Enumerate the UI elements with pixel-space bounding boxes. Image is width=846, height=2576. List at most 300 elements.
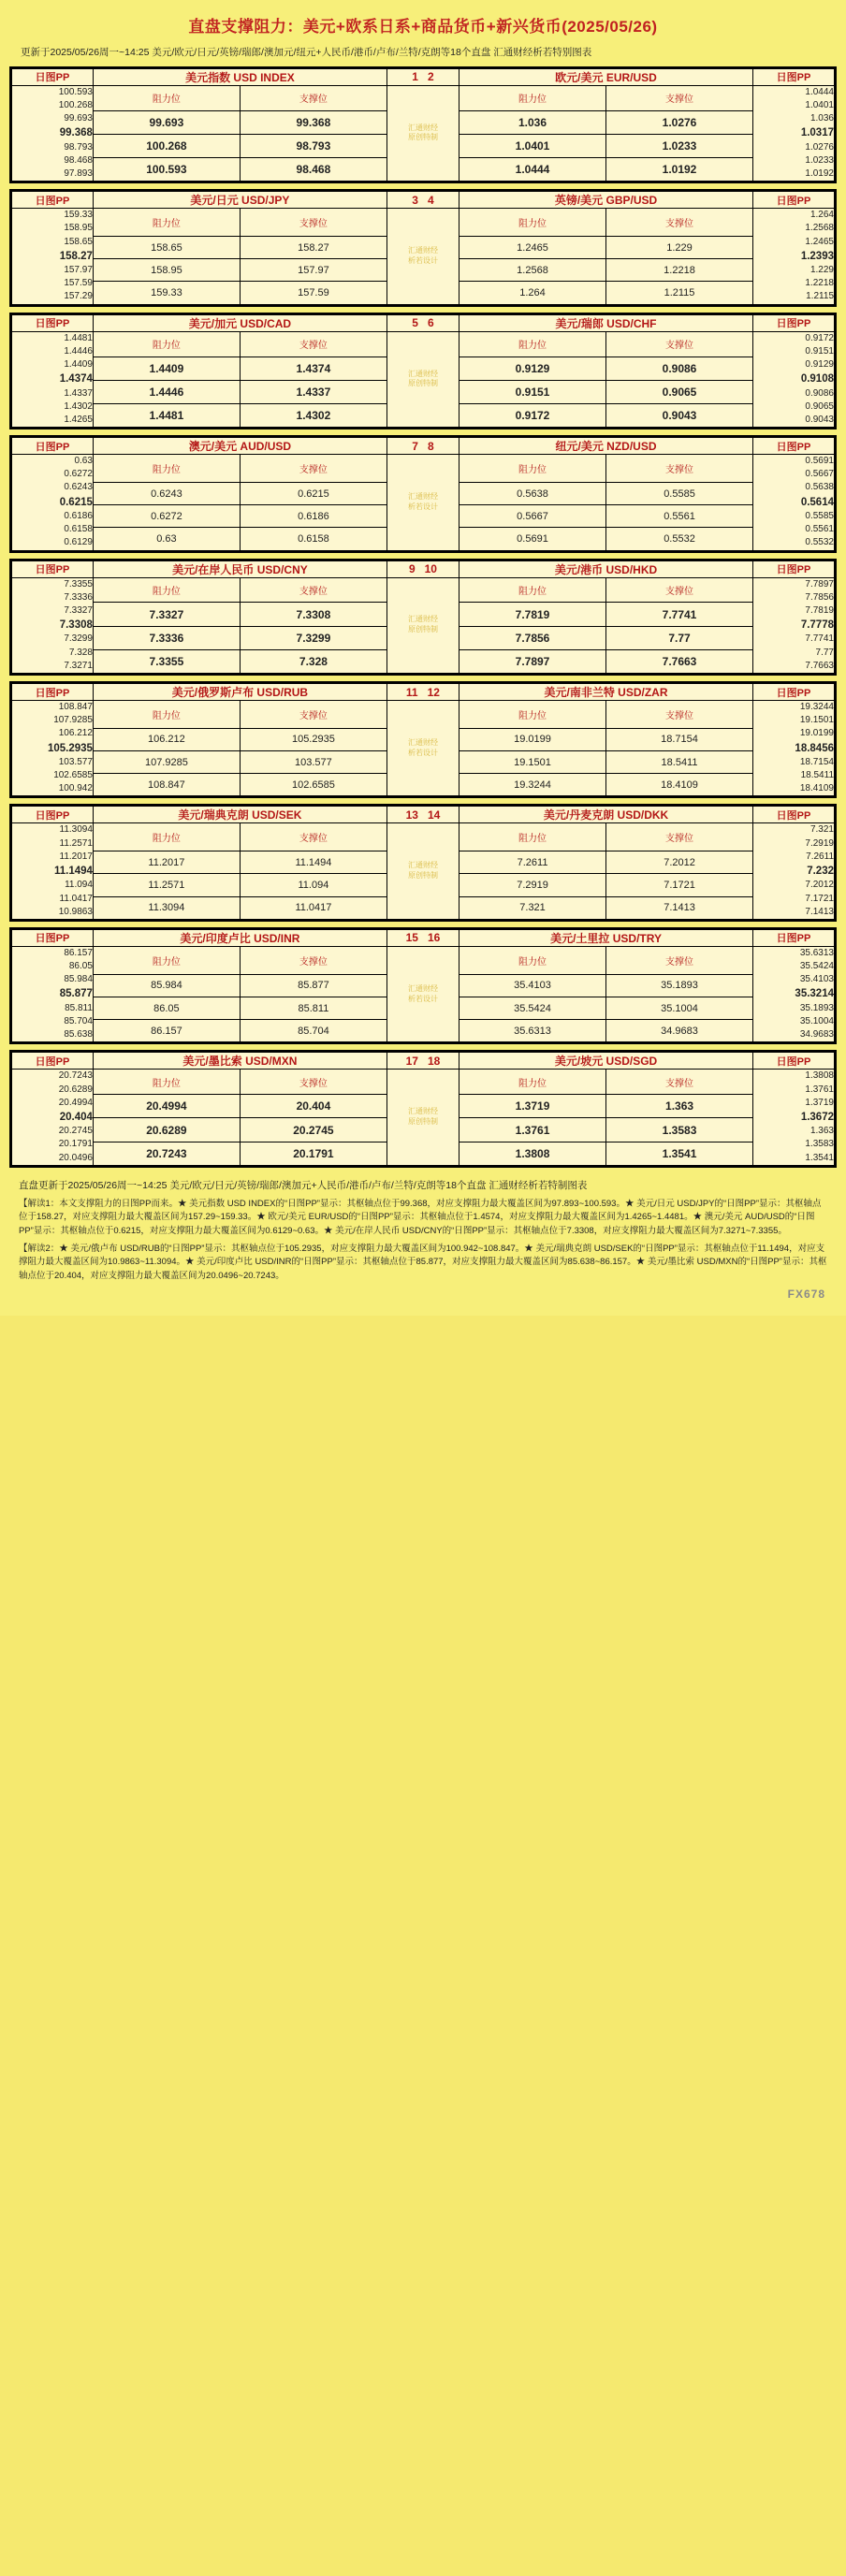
pp-level: 7.328 bbox=[68, 647, 93, 658]
resistance-value: 99.693 bbox=[93, 110, 240, 134]
support-value: 18.7154 bbox=[606, 728, 753, 750]
pp-level: 1.0233 bbox=[805, 154, 834, 166]
support-value: 1.0276 bbox=[606, 110, 753, 134]
pp-level: 7.7663 bbox=[805, 660, 834, 671]
pp-level: 1.3719 bbox=[805, 1097, 834, 1108]
levels-list-right bbox=[753, 455, 835, 550]
resistance-value: 0.9129 bbox=[459, 357, 606, 380]
support-value: 1.2115 bbox=[606, 282, 753, 304]
pp-level: 158.27 bbox=[59, 250, 93, 262]
pp-header-right: 日图PP bbox=[753, 438, 835, 455]
block-index: 9 10 bbox=[387, 560, 459, 577]
pp-level: 1.363 bbox=[810, 1126, 834, 1137]
block-index: 13 14 bbox=[387, 807, 459, 823]
mid-watermark: 汇通财经 原创特制 bbox=[387, 331, 459, 427]
pp-level: 1.4302 bbox=[64, 400, 93, 412]
pp-level: 7.77 bbox=[815, 647, 834, 658]
resistance-value: 20.4994 bbox=[93, 1095, 240, 1118]
resistance-value: 11.2571 bbox=[93, 874, 240, 896]
support-value: 85.877 bbox=[240, 974, 387, 997]
pp-level: 1.4481 bbox=[64, 332, 93, 343]
pp-level: 11.3094 bbox=[59, 824, 93, 836]
pair-title-left: 美元/在岸人民币 USD/CNY bbox=[93, 560, 387, 577]
pp-level: 0.5638 bbox=[805, 482, 834, 493]
pp-level: 1.036 bbox=[810, 113, 834, 124]
resistance-header-left: 阻力位 bbox=[93, 823, 240, 851]
pp-level: 1.2393 bbox=[800, 250, 834, 262]
pp-level: 0.9151 bbox=[805, 345, 834, 357]
resistance-value: 7.7897 bbox=[459, 649, 606, 673]
support-value: 1.0192 bbox=[606, 157, 753, 181]
pp-header-left: 日图PP bbox=[12, 929, 94, 946]
support-header-left: 支撑位 bbox=[240, 455, 387, 483]
pair-block bbox=[9, 66, 837, 183]
footer-line: 直盘更新于2025/05/26周一~14:25 美元/欧元/日元/英镑/瑞郎/澳加元+人民币/港币/卢布/兰特/克朗等18个直盘 汇通财经析若特制图表 bbox=[19, 1179, 588, 1191]
pp-level: 20.0496 bbox=[58, 1152, 93, 1163]
resistance-value: 0.5691 bbox=[459, 528, 606, 550]
pp-level: 85.984 bbox=[64, 974, 93, 985]
levels-list-right bbox=[753, 331, 835, 427]
resistance-header-left: 阻力位 bbox=[93, 701, 240, 729]
pp-level: 11.0417 bbox=[59, 893, 93, 904]
pp-level: 100.268 bbox=[58, 99, 93, 110]
resistance-header-right: 阻力位 bbox=[459, 701, 606, 729]
pp-level: 100.942 bbox=[58, 783, 93, 794]
support-header-left: 支撑位 bbox=[240, 577, 387, 603]
resistance-value: 158.65 bbox=[93, 237, 240, 259]
resistance-header-left: 阻力位 bbox=[93, 455, 240, 483]
pp-level: 159.33 bbox=[64, 210, 93, 221]
pp-header-left: 日图PP bbox=[12, 1053, 94, 1070]
pp-level: 7.7897 bbox=[805, 578, 834, 589]
support-value: 0.9086 bbox=[606, 357, 753, 380]
resistance-value: 1.4409 bbox=[93, 357, 240, 380]
support-header-right: 支撑位 bbox=[606, 823, 753, 851]
pp-level: 85.877 bbox=[59, 988, 93, 1000]
pp-level: 1.2568 bbox=[805, 223, 834, 234]
support-value: 0.6215 bbox=[240, 482, 387, 504]
footer-note-2: 【解读2：★ 美元/俄卢布 USD/RUB的“日图PP”显示：其枢轴点位于105.2935，对应支撑阻力最大覆盖区间为100.942~108.847。★ 美元/瑞典克朗 USD/SEK的“日图PP”显示：其枢轴点位于11.1494，对应支撑阻力最大覆盖区间为10.9863~11.3094。★ 美元/印度卢比 USD/INR的“日图PP”显示：其枢轴点位于85.877，对应支撑阻力最大覆盖区间为85.638~86.157。★ 美元/墨比索 USD/MXN的“日图PP”显示：其枢轴点位于20.404，对应支撑阻力最大覆盖区间为20.0496~20.7243。 bbox=[19, 1243, 827, 1282]
resistance-value: 1.3761 bbox=[459, 1118, 606, 1142]
support-value: 1.2218 bbox=[606, 259, 753, 282]
pp-level: 106.212 bbox=[58, 728, 93, 739]
pp-header-left: 日图PP bbox=[12, 807, 94, 823]
pp-level: 1.3672 bbox=[800, 1111, 834, 1123]
pp-level: 1.0276 bbox=[805, 141, 834, 153]
pp-level: 0.5561 bbox=[805, 524, 834, 535]
levels-list-left bbox=[12, 577, 94, 673]
mid-watermark: 汇通财经 原创特制 bbox=[387, 85, 459, 181]
support-value: 11.094 bbox=[240, 874, 387, 896]
support-value: 1.4337 bbox=[240, 380, 387, 403]
pp-level: 20.2745 bbox=[58, 1126, 93, 1137]
support-value: 18.4109 bbox=[606, 774, 753, 796]
levels-list-left bbox=[12, 209, 94, 304]
pp-level: 11.1494 bbox=[53, 866, 93, 878]
pp-level: 0.9129 bbox=[805, 359, 834, 371]
resistance-value: 1.4446 bbox=[93, 380, 240, 403]
pp-level: 1.2465 bbox=[805, 236, 834, 247]
support-header-left: 支撑位 bbox=[240, 946, 387, 974]
support-header-right: 支撑位 bbox=[606, 1070, 753, 1095]
resistance-header-right: 阻力位 bbox=[459, 1070, 606, 1095]
pp-level: 19.1501 bbox=[799, 715, 834, 726]
pp-level: 1.4265 bbox=[64, 414, 93, 425]
mid-watermark: 汇通财经 析若设计 bbox=[387, 701, 459, 796]
pair-title-left: 美元/墨比索 USD/MXN bbox=[93, 1053, 387, 1070]
pp-level: 98.793 bbox=[64, 141, 93, 153]
block-index: 17 18 bbox=[387, 1053, 459, 1070]
resistance-value: 7.321 bbox=[459, 896, 606, 919]
pp-level: 0.6158 bbox=[64, 524, 93, 535]
resistance-value: 0.6272 bbox=[93, 505, 240, 528]
mid-watermark: 汇通财经 原创特制 bbox=[387, 577, 459, 673]
resistance-value: 11.3094 bbox=[93, 896, 240, 919]
levels-list-right bbox=[753, 823, 835, 919]
pair-title-left: 美元/俄罗斯卢布 USD/RUB bbox=[93, 684, 387, 701]
resistance-value: 19.3244 bbox=[459, 774, 606, 796]
pp-level: 0.6243 bbox=[64, 482, 93, 493]
footer-note-1: 【解读1：本文支撑阻力的日图PP而来。★ 美元指数 USD INDEX的“日图PP”显示：其枢轴点位于99.368，对应支撑阻力最大覆盖区间为97.893~100.593。★ 美元/日元 USD/JPY的“日图PP”显示：其枢轴点位于158.27，对应支撑阻力最大覆盖区间为157.29~159.33。★ 欧元/美元 EUR/USD的“日图PP”显示：其枢轴点位于1.4574，对应支撑阻力最大覆盖区间为1.4265~1.4481。★ 澳元/美元 AUD/USD的“日图PP”显示：其枢轴点位于0.6215，对应支撑阻力最大覆盖区间为0.6129~0.63。★ 美元/在岸人民币 USD/CNY的“日图PP”显示：其枢轴点位于7.3308，对应支撑阻力最大覆盖区间为7.3271~7.3355。 bbox=[19, 1198, 822, 1237]
pp-level: 103.577 bbox=[58, 756, 93, 767]
levels-list-right bbox=[753, 1070, 835, 1165]
resistance-value: 1.264 bbox=[459, 282, 606, 304]
page-title: 直盘支撑阻力：美元+欧系日系+商品货币+新兴货币(2025/05/26) bbox=[188, 18, 658, 36]
pp-level: 7.2012 bbox=[805, 880, 834, 891]
pp-level: 85.811 bbox=[65, 1002, 93, 1013]
pair-title-right: 美元/土里拉 USD/TRY bbox=[459, 929, 753, 946]
resistance-value: 35.6313 bbox=[459, 1020, 606, 1042]
support-value: 103.577 bbox=[240, 751, 387, 774]
support-value: 0.5532 bbox=[606, 528, 753, 550]
pp-level: 105.2935 bbox=[47, 742, 93, 754]
resistance-value: 1.3719 bbox=[459, 1095, 606, 1118]
support-value: 85.704 bbox=[240, 1020, 387, 1042]
pair-title-left: 美元/加元 USD/CAD bbox=[93, 314, 387, 331]
support-value: 7.2012 bbox=[606, 851, 753, 874]
pp-level: 7.232 bbox=[807, 866, 834, 878]
pp-level: 1.3808 bbox=[805, 1070, 834, 1082]
pair-title-right: 纽元/美元 NZD/USD bbox=[459, 438, 753, 455]
pair-block bbox=[9, 559, 837, 676]
resistance-value: 7.2611 bbox=[459, 851, 606, 874]
resistance-value: 1.4481 bbox=[93, 403, 240, 427]
pp-header-left: 日图PP bbox=[12, 438, 94, 455]
support-header-right: 支撑位 bbox=[606, 701, 753, 729]
support-value: 20.1791 bbox=[240, 1142, 387, 1165]
levels-list-right bbox=[753, 85, 835, 181]
support-header-left: 支撑位 bbox=[240, 823, 387, 851]
pp-level: 35.1004 bbox=[799, 1016, 834, 1026]
support-header-left: 支撑位 bbox=[240, 85, 387, 110]
levels-list-left bbox=[12, 455, 94, 550]
pp-level: 1.3583 bbox=[805, 1139, 834, 1150]
support-value: 18.5411 bbox=[606, 751, 753, 774]
resistance-value: 0.63 bbox=[93, 528, 240, 550]
support-value: 7.3299 bbox=[240, 626, 387, 649]
resistance-value: 35.4103 bbox=[459, 974, 606, 997]
pp-level: 20.7243 bbox=[58, 1070, 93, 1082]
pp-level: 97.893 bbox=[64, 168, 93, 180]
pp-level: 34.9683 bbox=[799, 1029, 834, 1041]
support-value: 99.368 bbox=[240, 110, 387, 134]
pp-header-left: 日图PP bbox=[12, 192, 94, 209]
pp-level: 7.3299 bbox=[64, 633, 93, 645]
pair-block bbox=[9, 681, 837, 798]
resistance-value: 7.3327 bbox=[93, 603, 240, 626]
pp-level: 7.3355 bbox=[64, 578, 93, 589]
pp-level: 18.5411 bbox=[800, 770, 834, 781]
pp-level: 35.4103 bbox=[799, 974, 834, 985]
support-value: 0.9043 bbox=[606, 403, 753, 427]
support-value: 20.2745 bbox=[240, 1118, 387, 1142]
resistance-value: 11.2017 bbox=[93, 851, 240, 874]
pp-level: 1.3541 bbox=[805, 1152, 834, 1163]
pp-level: 7.7819 bbox=[805, 604, 834, 616]
pair-title-right: 美元/丹麦克朗 USD/DKK bbox=[459, 807, 753, 823]
resistance-value: 19.1501 bbox=[459, 751, 606, 774]
pp-level: 20.4994 bbox=[58, 1097, 93, 1108]
levels-list-right bbox=[753, 946, 835, 1041]
pp-level: 85.638 bbox=[64, 1029, 93, 1041]
pp-level: 99.693 bbox=[64, 113, 93, 124]
resistance-value: 1.3808 bbox=[459, 1142, 606, 1165]
resistance-header-right: 阻力位 bbox=[459, 577, 606, 603]
resistance-value: 7.7819 bbox=[459, 603, 606, 626]
pair-title-right: 美元/瑞郎 USD/CHF bbox=[459, 314, 753, 331]
pp-level: 1.2218 bbox=[805, 278, 834, 289]
block-index: 1 2 bbox=[387, 68, 459, 85]
mid-watermark: 汇通财经 析若设计 bbox=[387, 946, 459, 1041]
pp-level: 0.5532 bbox=[805, 537, 834, 548]
pp-level: 7.7856 bbox=[805, 591, 834, 603]
pp-level: 158.65 bbox=[64, 236, 93, 247]
support-header-right: 支撑位 bbox=[606, 209, 753, 237]
pp-level: 35.1893 bbox=[799, 1002, 834, 1013]
support-value: 1.3541 bbox=[606, 1142, 753, 1165]
pp-level: 7.3271 bbox=[64, 660, 93, 671]
resistance-header-left: 阻力位 bbox=[93, 85, 240, 110]
pp-level: 86.05 bbox=[68, 961, 93, 972]
pp-level: 20.404 bbox=[59, 1111, 93, 1123]
resistance-value: 1.2465 bbox=[459, 237, 606, 259]
support-value: 0.9065 bbox=[606, 380, 753, 403]
support-header-left: 支撑位 bbox=[240, 1070, 387, 1095]
pp-level: 1.0192 bbox=[805, 168, 834, 180]
pair-title-right: 欧元/美元 EUR/USD bbox=[459, 68, 753, 85]
support-value: 7.1413 bbox=[606, 896, 753, 919]
resistance-value: 106.212 bbox=[93, 728, 240, 750]
pair-block bbox=[9, 804, 837, 921]
resistance-value: 19.0199 bbox=[459, 728, 606, 750]
support-header-right: 支撑位 bbox=[606, 455, 753, 483]
pp-level: 0.5614 bbox=[800, 496, 834, 508]
resistance-value: 159.33 bbox=[93, 282, 240, 304]
support-value: 11.1494 bbox=[240, 851, 387, 874]
support-value: 98.468 bbox=[240, 157, 387, 181]
pair-title-right: 英镑/美元 GBP/USD bbox=[459, 192, 753, 209]
levels-list-left bbox=[12, 823, 94, 919]
pp-level: 86.157 bbox=[64, 947, 93, 958]
pair-block bbox=[9, 189, 837, 306]
mid-watermark: 汇通财经 析若设计 bbox=[387, 209, 459, 304]
blocks-container bbox=[9, 66, 837, 1168]
pair-title-right: 美元/坡元 USD/SGD bbox=[459, 1053, 753, 1070]
support-value: 20.404 bbox=[240, 1095, 387, 1118]
pp-level: 19.0199 bbox=[799, 728, 834, 739]
support-value: 0.5585 bbox=[606, 482, 753, 504]
support-value: 105.2935 bbox=[240, 728, 387, 750]
support-header-right: 支撑位 bbox=[606, 946, 753, 974]
block-index: 5 6 bbox=[387, 314, 459, 331]
resistance-header-left: 阻力位 bbox=[93, 209, 240, 237]
pp-header-right: 日图PP bbox=[753, 684, 835, 701]
pp-level: 7.2919 bbox=[805, 837, 834, 849]
resistance-header-right: 阻力位 bbox=[459, 455, 606, 483]
levels-list-right bbox=[753, 209, 835, 304]
mid-watermark: 汇通财经 原创特制 bbox=[387, 1070, 459, 1165]
pp-level: 18.8456 bbox=[795, 742, 834, 754]
support-value: 158.27 bbox=[240, 237, 387, 259]
pp-level: 1.4337 bbox=[64, 387, 93, 399]
pp-level: 0.9043 bbox=[805, 414, 834, 425]
resistance-value: 7.3336 bbox=[93, 626, 240, 649]
resistance-value: 35.5424 bbox=[459, 997, 606, 1019]
pair-block bbox=[9, 927, 837, 1044]
levels-list-left bbox=[12, 331, 94, 427]
support-value: 11.0417 bbox=[240, 896, 387, 919]
resistance-header-right: 阻力位 bbox=[459, 331, 606, 357]
resistance-value: 85.984 bbox=[93, 974, 240, 997]
pp-level: 7.7741 bbox=[805, 633, 834, 645]
resistance-value: 0.5638 bbox=[459, 482, 606, 504]
page-subtitle: 更新于2025/05/26周一~14:25 美元/欧元/日元/英镑/瑞郎/澳加元/纽元+人民币/港币/卢布/兰特/克朗等18个直盘 汇通财经析若特别图表 bbox=[21, 47, 592, 58]
pp-header-left: 日图PP bbox=[12, 560, 94, 577]
pair-title-left: 美元/印度卢比 USD/INR bbox=[93, 929, 387, 946]
pp-header-right: 日图PP bbox=[753, 192, 835, 209]
pp-level: 99.368 bbox=[59, 127, 93, 139]
pp-level: 0.9108 bbox=[800, 373, 834, 386]
resistance-value: 100.268 bbox=[93, 134, 240, 157]
support-value: 35.1004 bbox=[606, 997, 753, 1019]
support-header-left: 支撑位 bbox=[240, 331, 387, 357]
pp-level: 20.6289 bbox=[58, 1084, 93, 1095]
pp-level: 0.6129 bbox=[64, 537, 93, 548]
block-index: 11 12 bbox=[387, 684, 459, 701]
pair-title-right: 美元/港币 USD/HKD bbox=[459, 560, 753, 577]
support-value: 0.6158 bbox=[240, 528, 387, 550]
pp-header-right: 日图PP bbox=[753, 314, 835, 331]
pair-title-left: 美元/瑞典克朗 USD/SEK bbox=[93, 807, 387, 823]
support-value: 7.1721 bbox=[606, 874, 753, 896]
pair-title-left: 美元指数 USD INDEX bbox=[93, 68, 387, 85]
pp-level: 7.2611 bbox=[806, 851, 834, 862]
pp-level: 0.5667 bbox=[805, 469, 834, 480]
support-value: 1.3583 bbox=[606, 1118, 753, 1142]
pp-level: 35.3214 bbox=[795, 988, 834, 1000]
pp-level: 0.6186 bbox=[64, 511, 93, 521]
resistance-value: 86.157 bbox=[93, 1020, 240, 1042]
block-index: 7 8 bbox=[387, 438, 459, 455]
levels-list-left bbox=[12, 85, 94, 181]
support-value: 1.363 bbox=[606, 1095, 753, 1118]
pp-level: 1.3761 bbox=[805, 1084, 834, 1095]
pp-level: 18.7154 bbox=[799, 756, 834, 767]
pp-level: 0.5691 bbox=[805, 456, 834, 467]
support-value: 1.4302 bbox=[240, 403, 387, 427]
pp-level: 0.63 bbox=[74, 456, 93, 467]
resistance-header-left: 阻力位 bbox=[93, 1070, 240, 1095]
support-value: 102.6585 bbox=[240, 774, 387, 796]
pp-level: 1.0317 bbox=[800, 127, 834, 139]
support-value: 35.1893 bbox=[606, 974, 753, 997]
support-value: 34.9683 bbox=[606, 1020, 753, 1042]
support-value: 7.3308 bbox=[240, 603, 387, 626]
resistance-header-left: 阻力位 bbox=[93, 331, 240, 357]
levels-list-left bbox=[12, 1070, 94, 1165]
pp-level: 102.6585 bbox=[53, 770, 93, 781]
levels-list-right bbox=[753, 701, 835, 796]
pp-level: 1.4409 bbox=[64, 359, 93, 371]
pair-title-left: 美元/日元 USD/JPY bbox=[93, 192, 387, 209]
support-header-right: 支撑位 bbox=[606, 577, 753, 603]
pair-title-left: 澳元/美元 AUD/USD bbox=[93, 438, 387, 455]
resistance-value: 86.05 bbox=[93, 997, 240, 1019]
resistance-value: 20.6289 bbox=[93, 1118, 240, 1142]
pp-level: 20.1791 bbox=[58, 1139, 93, 1150]
resistance-header-left: 阻力位 bbox=[93, 577, 240, 603]
pp-level: 1.0444 bbox=[805, 86, 834, 97]
support-value: 157.59 bbox=[240, 282, 387, 304]
pp-level: 11.094 bbox=[65, 880, 93, 891]
resistance-header-left: 阻力位 bbox=[93, 946, 240, 974]
support-value: 7.328 bbox=[240, 649, 387, 673]
resistance-value: 20.7243 bbox=[93, 1142, 240, 1165]
pp-level: 10.9863 bbox=[58, 906, 93, 917]
pp-header-left: 日图PP bbox=[12, 68, 94, 85]
pp-level: 1.2115 bbox=[806, 291, 834, 302]
pp-level: 1.4374 bbox=[59, 373, 93, 386]
resistance-header-right: 阻力位 bbox=[459, 946, 606, 974]
resistance-value: 100.593 bbox=[93, 157, 240, 181]
support-value: 7.77 bbox=[606, 626, 753, 649]
mid-watermark: 汇通财经 析若设计 bbox=[387, 455, 459, 550]
pp-level: 18.4109 bbox=[799, 783, 834, 794]
pp-level: 0.9086 bbox=[805, 387, 834, 399]
pp-level: 157.29 bbox=[64, 291, 93, 302]
resistance-value: 0.5667 bbox=[459, 505, 606, 528]
support-header-left: 支撑位 bbox=[240, 701, 387, 729]
resistance-value: 107.9285 bbox=[93, 751, 240, 774]
brand-watermark: FX678 bbox=[787, 1287, 825, 1301]
support-header-right: 支撑位 bbox=[606, 85, 753, 110]
pp-level: 100.593 bbox=[58, 86, 93, 97]
mid-watermark: 汇通财经 原创特制 bbox=[387, 823, 459, 919]
pp-level: 1.264 bbox=[810, 210, 834, 221]
support-value: 1.0233 bbox=[606, 134, 753, 157]
pp-header-left: 日图PP bbox=[12, 684, 94, 701]
resistance-value: 7.2919 bbox=[459, 874, 606, 896]
levels-list-left bbox=[12, 946, 94, 1041]
pp-level: 1.229 bbox=[810, 265, 834, 276]
pp-level: 98.468 bbox=[64, 154, 93, 166]
resistance-value: 1.036 bbox=[459, 110, 606, 134]
pp-level: 19.3244 bbox=[799, 702, 834, 713]
pair-block bbox=[9, 435, 837, 552]
pair-block bbox=[9, 313, 837, 429]
pp-level: 35.5424 bbox=[799, 961, 834, 972]
pp-level: 7.7778 bbox=[800, 619, 834, 632]
